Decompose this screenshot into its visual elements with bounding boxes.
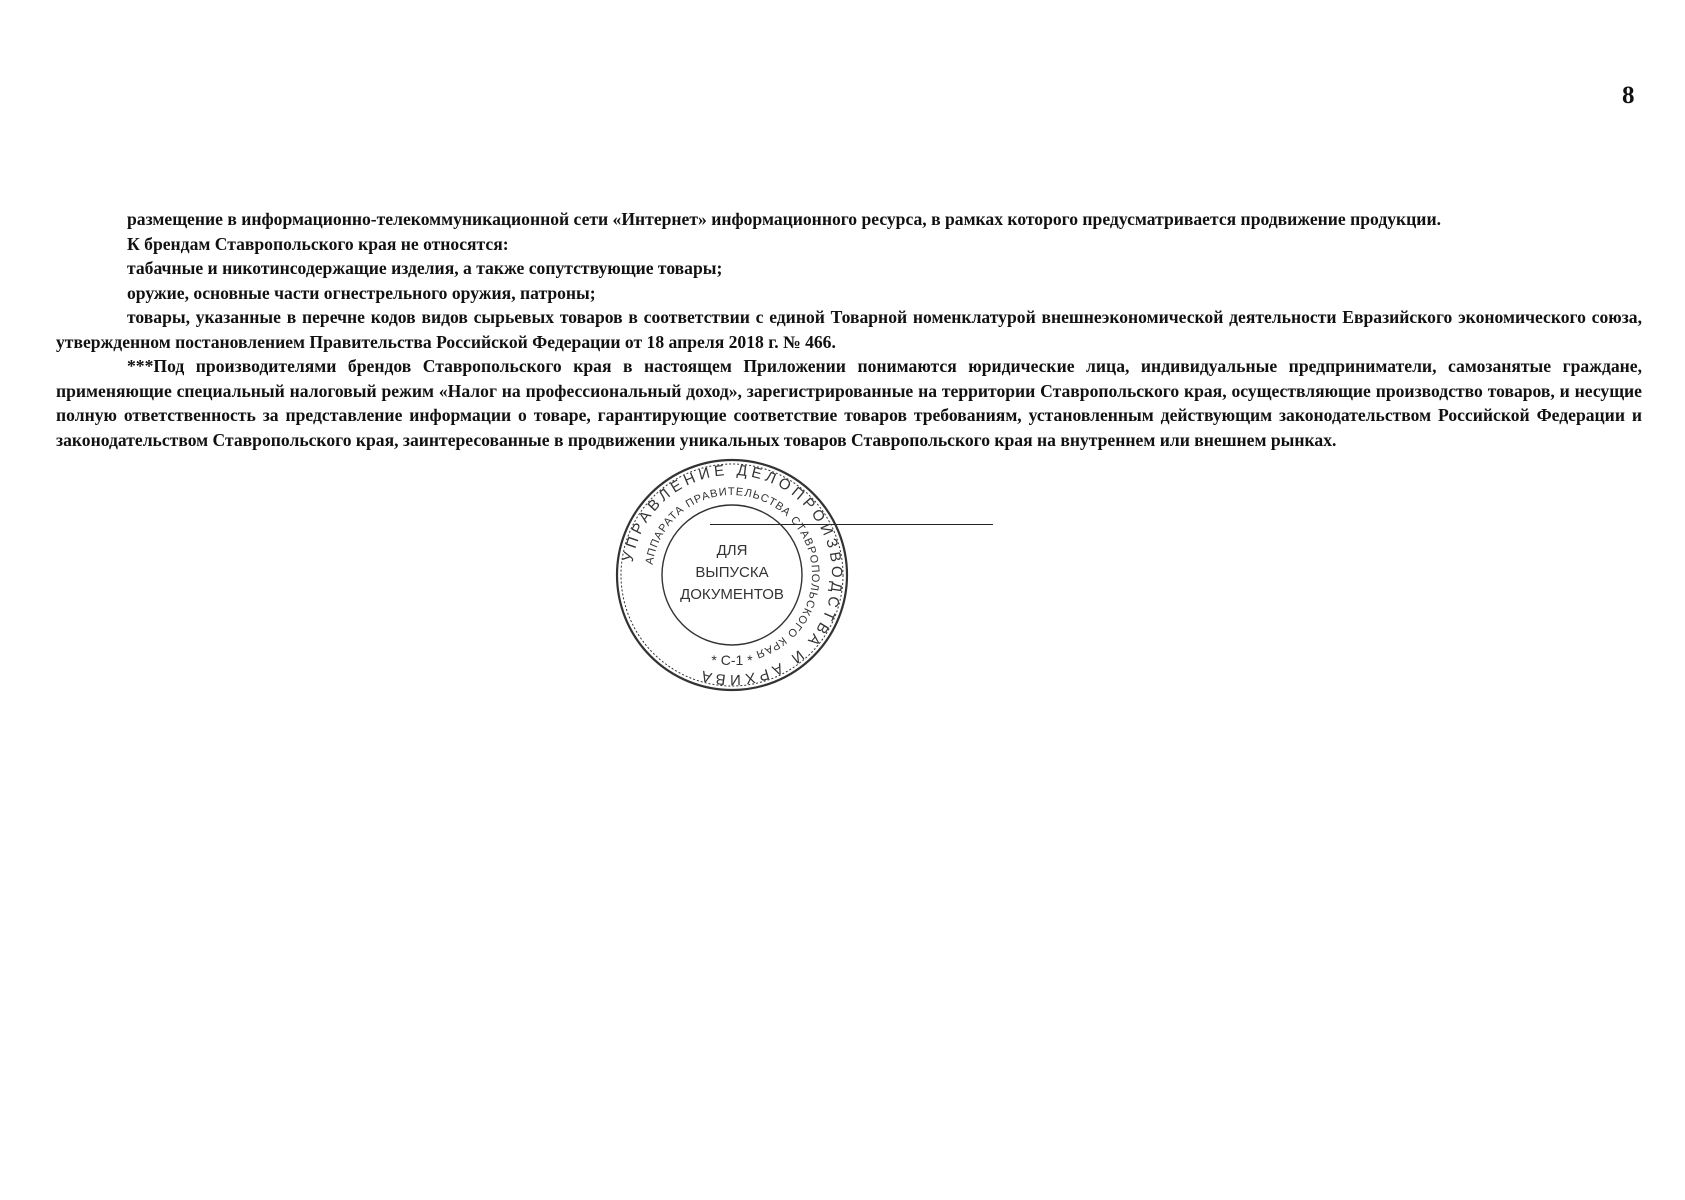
paragraph-producers-definition: ***Под производителями брендов Ставропольского края в настоящем Приложении понимаются юридические лица, индивидуальные предприниматели, самозанятые граждане, применяющие специальный налоговый режим «Налог на профессиональный доход», зарегистрированные на территории Ставропольского края, осуществляющие производство товаров, и несущие полную ответственность за представление информации о товаре, гарантирующие соответствие товаров требованиям, установленным действующим законодательством Российской Федерации и законодательством Ставропольского края, заинтересованные в продвижении уникальных товаров Ставропольского края на внутреннем или внешнем рынках. [56, 356, 1642, 450]
seal-inner-ring-text: АППАРАТА ПРАВИТЕЛЬСТВА СТАВРОПОЛЬСКОГО КРАЯ [643, 485, 822, 661]
paragraph-exclusions-heading: К брендам Ставропольского края не относятся: [127, 233, 509, 254]
document-body [56, 207, 1642, 452]
seal-code: * С-1 * [711, 652, 753, 668]
seal-center-line-1: ДЛЯ [716, 542, 748, 559]
seal-center-line-2: ВЫПУСКА [695, 564, 769, 581]
page-number: 8 [1622, 82, 1635, 109]
seal-outer-ring-text: УПРАВЛЕНИЕ ДЕЛОПРОИЗВОДСТВА И АРХИВА [619, 461, 846, 689]
seal-center-line-3: ДОКУМЕНТОВ [680, 586, 784, 603]
paragraph-resource-placement: размещение в информационно-телекоммуникационной сети «Интернет» информационного ресурса, в рамках которого предусматривается продвижение продукции. [127, 209, 1441, 229]
paragraph-raw-goods: товары, указанные в перечне кодов видов сырьевых товаров в соответствии с единой Товарной номенклатурой внешнеэкономической деятельности Евразийского экономического союза, утвержденном постановлением Правительства Российской Федерации от 18 апреля 2018 г. № 466. [56, 307, 1642, 352]
seal-graphic [612, 455, 852, 695]
paragraph-tobacco: табачные и никотинсодержащие изделия, а также сопутствующие товары; [127, 258, 723, 278]
paragraph-weapons: оружие, основные части огнестрельного оружия, патроны; [127, 282, 596, 303]
official-seal-stamp [612, 455, 852, 695]
